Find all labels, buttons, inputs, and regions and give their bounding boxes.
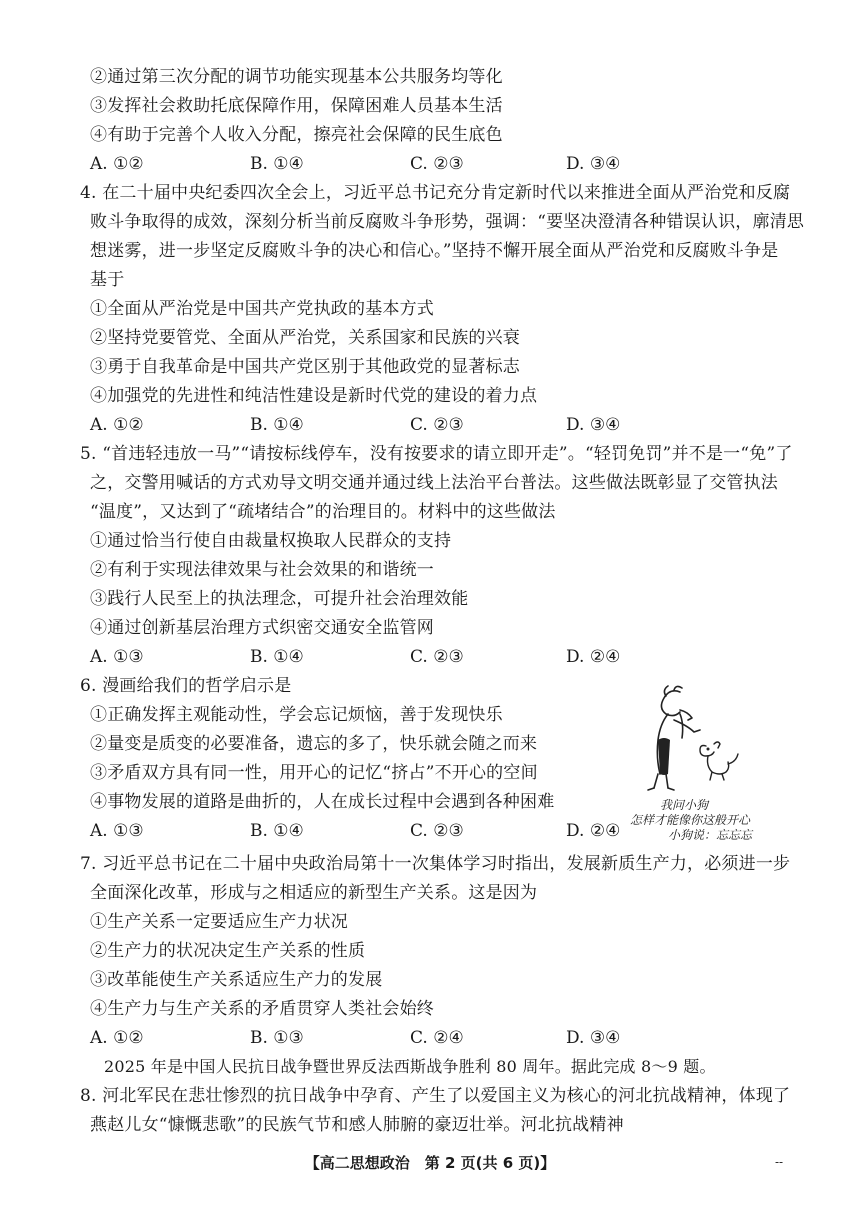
q7-option-2: ②生产力的状况决定生产关系的性质 (90, 941, 366, 961)
q7-option-1: ①生产关系一定要适应生产力状况 (90, 912, 348, 932)
q4-stem-line-3: 想迷雾，进一步坚定反腐败斗争的决心和信心。”坚持不懈开展全面从严治党和反腐败斗争是 (90, 241, 779, 261)
q4-option-3: ③勇于自我革命是中国共产党区别于其他政党的显著标志 (90, 357, 520, 377)
choice-b[interactable]: B. ①③ (250, 1028, 304, 1048)
footer-mark: -- (775, 1155, 784, 1169)
q4-stem-line-1: 4. 在二十届中央纪委四次全会上，习近平总书记充分肯定新时代以来推进全面从严治党和反腐 (80, 183, 791, 203)
choice-b[interactable]: B. ①④ (250, 415, 304, 435)
q5-stem-line-3: “温度”，又达到了“疏堵结合”的治理目的。材料中的这些做法 (90, 502, 556, 522)
q3-option-3: ③发挥社会救助托底保障作用，保障困难人员基本生活 (90, 96, 503, 116)
q7-option-4: ④生产力与生产关系的矛盾贯穿人类社会始终 (90, 999, 434, 1019)
q8-stem-line-1: 8. 河北军民在悲壮惨烈的抗日战争中孕育、产生了以爱国主义为核心的河北抗战精神，体现了 (80, 1086, 791, 1106)
q3-choices (90, 153, 790, 175)
choice-a[interactable]: A. ①② (90, 154, 144, 174)
q6-option-3: ③矛盾双方具有同一性，用开心的记忆“挤占”不开心的空间 (90, 763, 538, 783)
q7-stem-line-1: 7. 习近平总书记在二十届中央政治局第十一次集体学习时指出，发展新质生产力，必须进一步 (80, 854, 791, 874)
q6-option-2: ②量变是质变的必要准备，遗忘的多了，快乐就会随之而来 (90, 734, 538, 754)
choice-a[interactable]: A. ①② (90, 415, 144, 435)
q7-stem-line-2: 全面深化改革，形成与之相适应的新型生产关系。这是因为 (90, 883, 538, 903)
choice-a[interactable]: A. ①③ (90, 821, 144, 841)
q7-option-3: ③改革能使生产关系适应生产力的发展 (90, 970, 383, 990)
cartoon-caption-line-1: 我问小狗 (660, 798, 709, 812)
choice-d[interactable]: D. ③④ (566, 154, 621, 174)
q3-option-2: ②通过第三次分配的调节功能实现基本公共服务均等化 (90, 67, 503, 87)
choice-c[interactable]: C. ②③ (410, 647, 464, 667)
choice-a[interactable]: A. ①② (90, 1028, 144, 1048)
cartoon-caption-line-3: 小狗说：忘忘忘 (668, 828, 753, 842)
q5-option-2: ②有利于实现法律效果与社会效果的和谐统一 (90, 560, 434, 580)
choice-c[interactable]: C. ②③ (410, 415, 464, 435)
q4-option-1: ①全面从严治党是中国共产党执政的基本方式 (90, 299, 434, 319)
q4-stem-line-4: 基于 (90, 270, 125, 290)
page-footer: 【高二思想政治 第 2 页(共 6 页)】 (304, 1154, 556, 1172)
q8-9-intro: 2025 年是中国人民抗日战争暨世界反法西斯战争胜利 80 周年。据此完成 8～9 题。 (104, 1057, 716, 1076)
choice-d[interactable]: D. ②④ (566, 647, 621, 667)
q5-choices (90, 646, 790, 668)
q6-stem-line-1: 6. 漫画给我们的哲学启示是 (80, 676, 292, 696)
choice-d[interactable]: D. ③④ (566, 415, 621, 435)
choice-b[interactable]: B. ①④ (250, 647, 304, 667)
choice-b[interactable]: B. ①④ (250, 821, 304, 841)
choice-b[interactable]: B. ①④ (250, 154, 304, 174)
q7-choices (90, 1027, 790, 1049)
q5-option-1: ①通过恰当行使自由裁量权换取人民群众的支持 (90, 531, 452, 551)
q6-option-1: ①正确发挥主观能动性，学会忘记烦恼，善于发现快乐 (90, 705, 503, 725)
cartoon-illustration (628, 682, 768, 794)
choice-d[interactable]: D. ③④ (566, 1028, 621, 1048)
q8-stem-line-2: 燕赵儿女“慷慨悲歌”的民族气节和感人肺腑的豪迈壮举。河北抗战精神 (90, 1115, 624, 1135)
q4-stem-line-2: 败斗争取得的成效，深刻分析当前反腐败斗争形势，强调：“要坚决澄清各种错误认识，廓清思 (90, 212, 805, 232)
q6-option-4: ④事物发展的道路是曲折的，人在成长过程中会遇到各种困难 (90, 792, 555, 812)
q5-stem-line-1: 5. “首违轻违放一马”“请按标线停车，没有按要求的请立即开走”。“轻罚免罚”并不是一“免”了 (80, 444, 793, 464)
q5-option-3: ③践行人民至上的执法理念，可提升社会治理效能 (90, 589, 469, 609)
choice-c[interactable]: C. ②③ (410, 154, 464, 174)
q5-option-4: ④通过创新基层治理方式织密交通安全监管网 (90, 618, 434, 638)
choice-a[interactable]: A. ①③ (90, 647, 144, 667)
q4-option-4: ④加强党的先进性和纯洁性建设是新时代党的建设的着力点 (90, 386, 538, 406)
choice-c[interactable]: C. ②④ (410, 1028, 464, 1048)
choice-d[interactable]: D. ②④ (566, 821, 621, 841)
q4-choices (90, 414, 790, 436)
q4-option-2: ②坚持党要管党、全面从严治党，关系国家和民族的兴衰 (90, 328, 520, 348)
q3-option-4: ④有助于完善个人收入分配，擦亮社会保障的民生底色 (90, 125, 503, 145)
cartoon-caption-line-2: 怎样才能像你这般开心 (630, 813, 751, 827)
q5-stem-line-2: 之，交警用喊话的方式劝导文明交通并通过线上法治平台普法。这些做法既彰显了交管执法 (90, 473, 778, 493)
choice-c[interactable]: C. ②③ (410, 821, 464, 841)
